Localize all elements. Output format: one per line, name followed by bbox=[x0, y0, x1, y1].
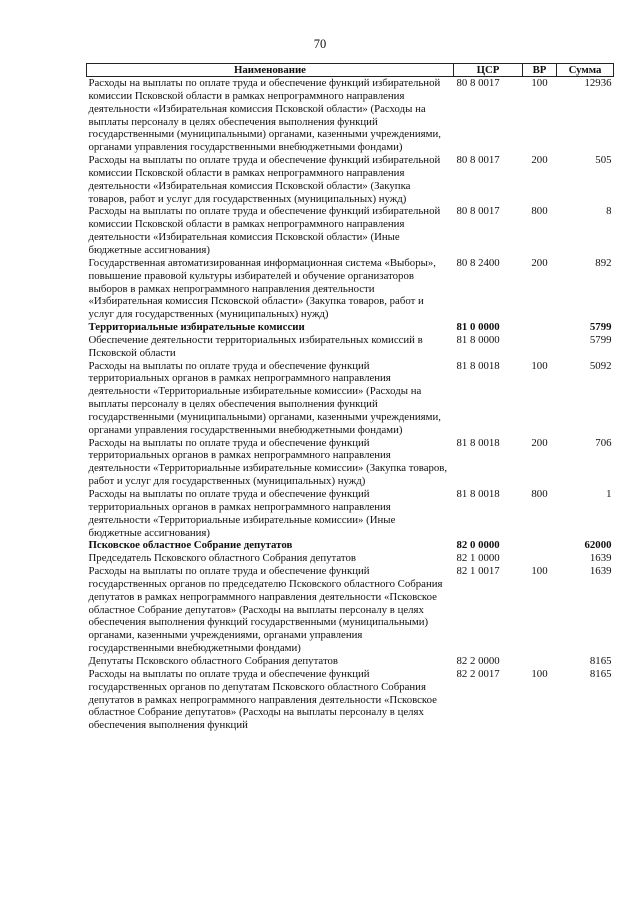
cell-vr bbox=[523, 552, 557, 565]
cell-vr: 200 bbox=[531, 256, 548, 269]
table-row bbox=[87, 437, 614, 488]
cell-csr: 81 8 0000 bbox=[456, 333, 500, 346]
cell-name: Расходы на выплаты по оплате труда и обеспечение функций территориальных органов в рамках непрограммного направления деятельности «Территориальные избирательные комиссии» (Иные бюджетные ассигнования) bbox=[88, 488, 396, 539]
table-row bbox=[87, 565, 614, 655]
cell-name: Обеспечение деятельности территориальных избирательных комиссий в Псковской области bbox=[88, 333, 423, 359]
cell-name: Расходы на выплаты по оплате труда и обеспечение функций территориальных органов в рамках непрограммного направления деятельности «Территориальные избирательные комиссии» (Расходы на выплаты персоналу в целях обеспечения выполнения функций государственными (муниципальными) органами, казенными учреждениями, органами управления государственными внебюджетными фондами) bbox=[88, 359, 441, 436]
column-header-name: Наименование bbox=[87, 64, 454, 77]
table-row bbox=[87, 257, 614, 321]
cell-vr: 200 bbox=[531, 436, 548, 449]
cell-vr: 800 bbox=[531, 205, 548, 218]
cell-name: Председатель Псковского областного Собрания депутатов bbox=[88, 552, 356, 565]
cell-vr: 200 bbox=[531, 154, 548, 167]
cell-sum: 706 bbox=[595, 436, 612, 449]
cell-csr: 82 1 0000 bbox=[456, 552, 500, 565]
cell-name: Государственная автоматизированная информационная система «Выборы», повышение правовой культуры избирателей и обучение организаторов выборов в рамках непрограммного направления деятельности «Избирательная комиссия Псковской области» (Закупка товаров, работ и услуг для государственных (муниципальных) нужд) bbox=[88, 256, 436, 321]
table-row bbox=[87, 77, 614, 155]
cell-sum: 892 bbox=[595, 256, 612, 269]
cell-csr: 81 8 0018 bbox=[456, 436, 500, 449]
column-header-csr: ЦСР bbox=[454, 64, 523, 77]
cell-csr: 81 8 0018 bbox=[456, 488, 500, 500]
cell-name: Расходы на выплаты по оплате труда и обеспечение функций государственных органов по депутатам Псковского областного Собрания депутатов в рамках непрограммного направления деятельности «Псковское областное Собрание депутатов» (Расходы на выплаты персоналу в целях обеспечения выполнения функций bbox=[88, 667, 437, 732]
page-number: 70 bbox=[313, 37, 327, 51]
cell-vr bbox=[523, 321, 557, 334]
cell-vr bbox=[523, 334, 557, 360]
cell-sum: 8165 bbox=[589, 654, 612, 667]
cell-vr: 100 bbox=[531, 667, 548, 680]
cell-name: Расходы на выплаты по оплате труда и обеспечение функций избирательной комиссии Псковской области в рамках непрограммного направления деятельности «Избирательная комиссия Псковской области» (Иные бюджетные ассигнования) bbox=[88, 205, 441, 256]
table-row bbox=[87, 488, 614, 539]
table-row bbox=[87, 334, 614, 360]
cell-sum: 505 bbox=[595, 154, 612, 167]
cell-csr: 82 1 0017 bbox=[456, 565, 500, 578]
table-row bbox=[87, 360, 614, 437]
cell-sum: 1639 bbox=[589, 565, 612, 578]
cell-vr: 800 bbox=[531, 488, 548, 500]
cell-csr: 81 8 0018 bbox=[456, 359, 500, 372]
table-row bbox=[87, 205, 614, 256]
cell-name: Расходы на выплаты по оплате труда и обеспечение функций территориальных органов в рамках непрограммного направления деятельности «Территориальные избирательные комиссии» (Закупка товаров, работ и услуг для государственных (муниципальных) нужд) bbox=[88, 436, 448, 488]
cell-name: Расходы на выплаты по оплате труда и обеспечение функций избирательной комиссии Псковской области в рамках непрограммного направления деятельности «Избирательная комиссия Псковской области» (Закупка товаров, работ и услуг для государственных (муниципальных) нужд) bbox=[88, 154, 441, 205]
cell-sum: 5092 bbox=[589, 359, 612, 372]
cell-name: Расходы на выплаты по оплате труда и обеспечение функций избирательной комиссии Псковской области в рамках непрограммного направления деятельности «Избирательная комиссия Псковской области» (Расходы на выплаты персоналу в целях обеспечения выполнения функций государственными (муниципальными) органами, казенными учреждениями, органами управления государственными внебюджетными фондами) bbox=[88, 77, 441, 154]
cell-sum: 8165 bbox=[589, 667, 612, 680]
cell-sum: 8 bbox=[606, 205, 612, 218]
cell-csr: 82 2 0000 bbox=[456, 654, 500, 667]
table-header-row bbox=[87, 64, 614, 77]
cell-csr: 80 8 0017 bbox=[456, 205, 500, 218]
column-header-sum: Сумма bbox=[557, 64, 614, 77]
cell-sum: 62000 bbox=[584, 539, 612, 552]
cell-name: Псковское областное Собрание депутатов bbox=[88, 539, 293, 552]
cell-csr: 80 8 0017 bbox=[456, 77, 500, 89]
cell-vr: 100 bbox=[531, 77, 548, 89]
cell-csr: 81 0 0000 bbox=[456, 321, 500, 334]
cell-vr: 100 bbox=[531, 565, 548, 578]
table-row bbox=[87, 539, 614, 552]
cell-sum: 12936 bbox=[584, 77, 612, 89]
budget-table bbox=[86, 63, 614, 732]
table-row bbox=[87, 668, 614, 732]
column-header-vr: ВР bbox=[523, 64, 557, 77]
cell-csr: 80 8 0017 bbox=[456, 154, 500, 167]
cell-sum: 5799 bbox=[589, 333, 612, 346]
cell-sum: 5799 bbox=[589, 321, 612, 334]
table-row bbox=[87, 321, 614, 334]
cell-csr: 82 0 0000 bbox=[456, 539, 500, 552]
cell-csr: 80 8 2400 bbox=[456, 256, 500, 269]
table-row bbox=[87, 154, 614, 205]
cell-csr: 82 2 0017 bbox=[456, 667, 500, 680]
cell-name: Территориальные избирательные комиссии bbox=[88, 321, 305, 334]
cell-sum: 1 bbox=[606, 488, 612, 500]
cell-name: Депутаты Псковского областного Собрания депутатов bbox=[88, 654, 339, 667]
cell-name: Расходы на выплаты по оплате труда и обеспечение функций государственных органов по председателю Псковского областного Собрания депутатов в рамках непрограммного направления деятельности «Псковское областное Собрание депутатов» (Расходы на выплаты персоналу в целях обеспечения выполнения функций государственными (муниципальными) органами, казенными учреждениями, органами управления государственными внебюджетными фондами) bbox=[88, 565, 443, 655]
cell-vr bbox=[523, 539, 557, 552]
cell-sum: 1639 bbox=[589, 552, 612, 565]
cell-vr: 100 bbox=[531, 359, 548, 372]
cell-vr bbox=[523, 655, 557, 668]
table-row bbox=[87, 655, 614, 668]
table-row bbox=[87, 552, 614, 565]
